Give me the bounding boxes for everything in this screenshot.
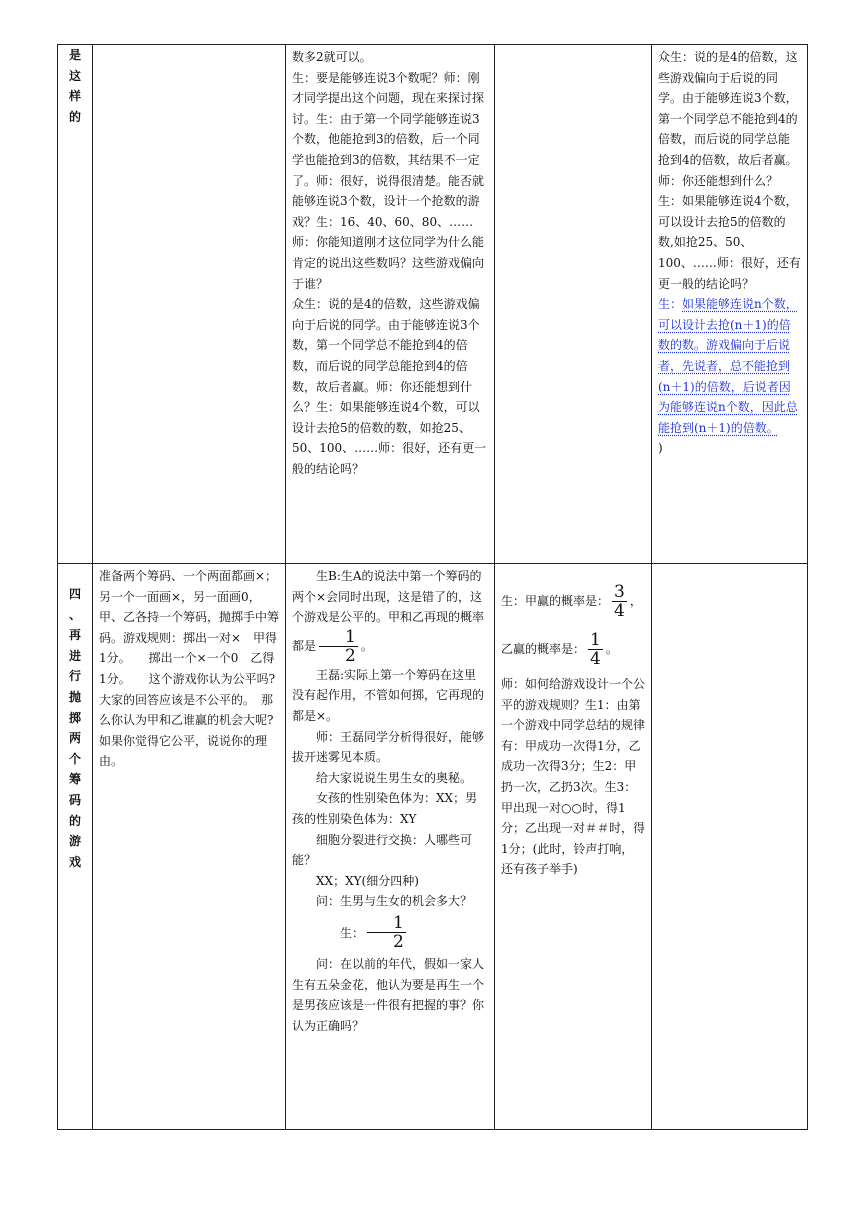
stage-char: 两 <box>68 731 81 746</box>
notes-paragraph: 众生：说的是4的倍数，这些游戏偏向于后说的同学。由于能够连说3个数，第一个同学总不能抢到4的倍数，而后说的同学总能抢到4的倍数，故后者赢。师：你还能想到什么？生：如果能够连说4个数，可以设计去抢5的倍数的数,如抢25、50、100、……师：很好，还有更一般的结论吗？ <box>658 50 801 291</box>
stage-char: 码 <box>68 792 81 807</box>
dialogue-paragraph: 数多2就可以。 <box>292 50 372 64</box>
student-activity-cell <box>495 564 652 1130</box>
notes-cell <box>652 45 808 564</box>
fraction: $\frac{3}{4}$ <box>614 581 625 621</box>
table-row <box>58 564 808 1130</box>
stage-char: 的 <box>68 813 81 828</box>
stage-char: 抛 <box>68 689 81 704</box>
stage-cell <box>58 45 93 564</box>
dialogue-paragraph: 生：要是能够连说3个数呢？师：刚才同学提出这个问题，现在来探讨探讨。生：由于第一个同学能够连说3个数，他能抢到3的倍数，后一个同学也能抢到3的倍数，其结果不一定了。师：很好，说得很清楚。能否就能够连说3个数，设计一个抢数的游戏？生：16、40、60、80、…… <box>292 70 485 229</box>
notes-cell <box>652 564 808 1130</box>
stage-char: 游 <box>68 834 81 849</box>
game-description: 准备两个筹码、一个两面都画×；另一个一面画×，另一面画0，甲、乙各持一个筹码，抛掷手中筹码。游戏规则：掷出一对× 甲得1分。 掷出一个×一个0 乙得1分。 这个游戏你认为公平吗?大家的回答应该是不公平的。 那么你认为甲和乙谁赢的机会大呢? 如果你觉得它公平，说说你的理由。 <box>99 569 298 769</box>
teacher-activity-cell <box>93 45 286 564</box>
student-activity-cell <box>495 45 652 564</box>
dialogue-paragraph: 给大家说说生男生女的奥秘。 <box>316 770 473 785</box>
stage-char: 、 <box>68 607 81 622</box>
stage-char: 这 <box>68 68 81 83</box>
stage-char: 筹 <box>68 772 81 787</box>
table-row <box>58 45 808 564</box>
dialogue-cell <box>286 45 495 564</box>
dialogue-paragraph: 问：在以前的年代，假如一家人生有五朵金花，他认为要是再生一个是男孩应该是一件很有把握的事？你认为正确吗？ <box>292 956 485 1033</box>
stage-char: 的 <box>68 109 81 124</box>
dialogue-paragraph: 王磊:实际上第一个筹码在这里没有起作用，不管如何掷，它再现的都是×。 <box>292 667 485 723</box>
teacher-activity-cell <box>93 564 298 1130</box>
fraction: $\frac{1}{4}$ <box>590 629 601 669</box>
fraction: $\frac{1}{2}$ <box>367 914 406 951</box>
student-paragraph: 师：如何给游戏设计一个公平的游戏规则？生1：由第一个游戏中同学总结的规律有：甲成功一次得1分，乙成功一次得3分；生2：甲扔一次，乙扔3次。生3：甲出现一对○○时，得1分；乙出现一对＃＃时，得1分；(此时，铃声打响，还有孩子举手) <box>501 677 646 877</box>
dialogue-paragraph: 细胞分裂进行交换：人哪些可能？ <box>292 832 473 868</box>
stage-char: 行 <box>68 669 81 684</box>
probability-line: 生：甲赢的概率是： $\frac{3}{4}$ ， <box>501 581 642 621</box>
stage-char: 四 <box>68 587 81 601</box>
stage-char: 掷 <box>68 710 81 725</box>
stage-char: 样 <box>68 89 81 104</box>
dialogue-paragraph: XX；XY(细分四种) <box>316 873 419 888</box>
stage-char: 再 <box>68 628 81 643</box>
fraction: $\frac{1}{2}$ <box>319 628 358 665</box>
stage-cell <box>58 564 93 1130</box>
dialogue-paragraph: 师：王磊同学分析得很好，能够拔开迷雾见本质。 <box>292 729 485 765</box>
revision-text: 如果能够连说n个数，可以设计去抢(n＋1)的倍数的数。游戏偏向于后说者，先说者，总不能抢到(n＋1)的倍数，后说者因为能够连说n个数，因此总能抢到(n＋1)的倍数。 <box>658 297 798 435</box>
stage-char: 是 <box>68 48 81 62</box>
dialogue-paragraph: 女孩的性别染色体为：XX；男孩的性别染色体为：XY <box>292 791 478 826</box>
stage-char: 个 <box>68 751 81 766</box>
probability-line: 乙赢的概率是： $\frac{1}{4}$ 。 <box>501 629 618 669</box>
lesson-plan-table <box>57 44 808 1130</box>
dialogue-paragraph: 众生：说的是4的倍数，这些游戏偏向于后说的同学。由于能够连说3个数，第一个同学总不能抢到4的倍数，而后说的同学总能抢到4的倍数，故后者赢。师：你还能想到什么？生：如果能够连说4个数，可以设计去抢5的倍数的数，如抢25、50、100、……师：很好，还有更一般的结论吗？ <box>292 297 487 476</box>
stage-char: 戏 <box>68 854 81 869</box>
stage-char: 进 <box>68 648 81 663</box>
dialogue-paragraph: 问：生男与生女的机会多大？ <box>316 894 473 909</box>
notes-conclusion: 生：如果能够连说n个数，可以设计去抢(n＋1)的倍数的数。游戏偏向于后说者，先说者，总不能抢到(n＋1)的倍数，后说者因为能够连说n个数，因此总能抢到(n＋1)的倍数。 ) <box>658 297 798 456</box>
dialogue-cell <box>286 564 495 1130</box>
dialogue-paragraph: 生： $\frac{1}{2}$ <box>340 913 404 953</box>
dialogue-paragraph: 生B:生A的说法中第一个筹码的两个×会同时出现，这是错了的，这个游戏是公平的。甲和乙再现的概率都是 $\frac{1}{2}$ 。 <box>292 569 485 666</box>
dialogue-paragraph: 师：你能知道刚才这位同学为什么能肯定的说出这些数吗？这些游戏偏向于谁？ <box>292 235 485 291</box>
